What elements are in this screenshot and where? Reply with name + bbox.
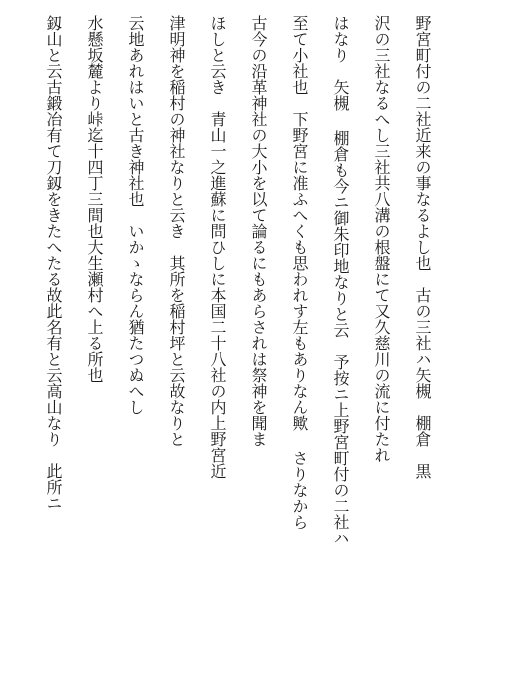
text-column: 沢の三社なるへし三社共八溝の根盤にて又久慈川の流に付たれ <box>372 15 391 463</box>
text-column: 水懸坂麓より峠迄十四丁三間也大生瀬村へ上る所也 <box>85 15 104 383</box>
text-column: 釼山と云古鍛冶有て刀釼をきたへたる故此名有と云高山なり 此所ニ <box>44 15 63 511</box>
text-column: ほしと云き 青山一之進蘇に問ひしに本国二十八社の内上野宮近 <box>208 15 227 479</box>
text-column: 云地あれはいと古き神社也 いかゝならん猶たつぬへし <box>126 15 145 415</box>
text-column: 古今の沿革神社の大小を以て論るにもあらされは祭神を聞ま <box>249 15 268 447</box>
text-column: 野宮町付の二社近来の事なるよし也 古の三社ハ矢槻 棚倉 黒 <box>413 15 432 479</box>
text-column: 至て小社也 下野宮に准ふへくも思われす左もありなん歟 さりなから <box>290 15 309 530</box>
text-column: はなり 矢槻 棚倉も今ニ御朱印地なりと云 予按ニ上野宮町付の二社ハ <box>331 15 350 546</box>
text-column: 津明神を稲村の神社なりと云き 其所を稲村坪と云故なりと <box>167 15 186 447</box>
